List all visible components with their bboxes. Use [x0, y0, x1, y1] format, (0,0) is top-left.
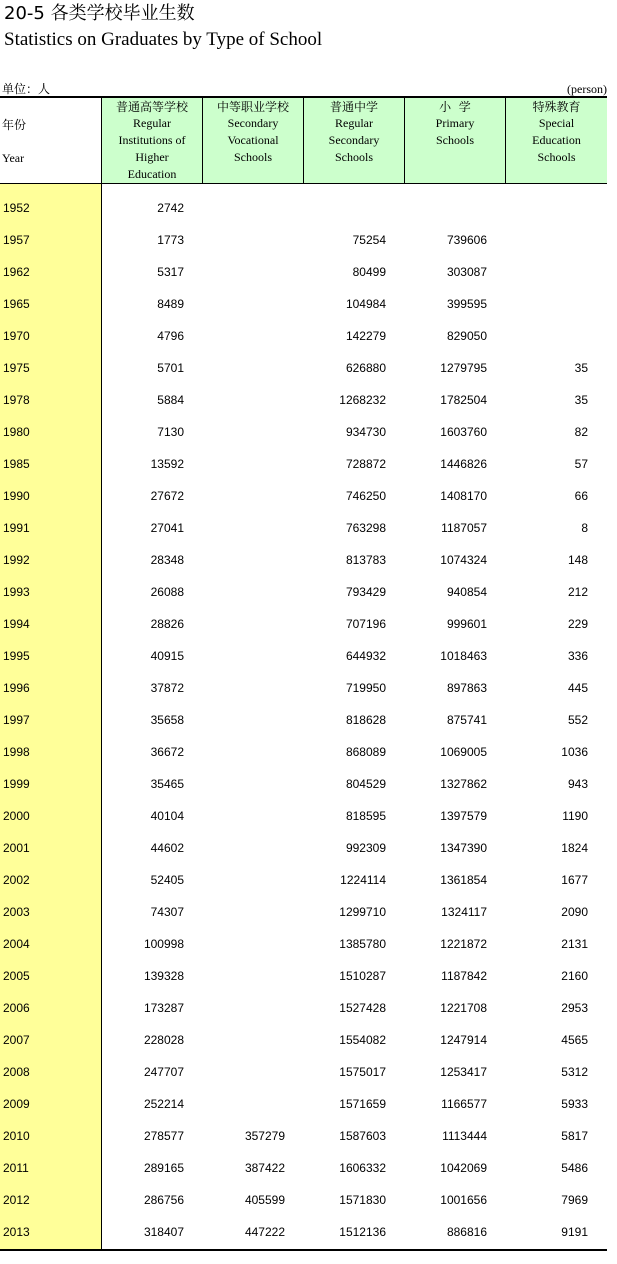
year-cell: 1965	[3, 297, 30, 311]
table-row	[0, 378, 607, 410]
regular-secondary-cell: 104984	[345, 297, 386, 311]
higher-education-cell: 173287	[143, 1001, 184, 1015]
year-cell: 1998	[3, 745, 30, 759]
higher-education-cell: 26088	[150, 585, 184, 599]
table-row	[0, 858, 607, 890]
year-header-english: Year	[2, 151, 25, 165]
regular-secondary-cell: 1510287	[339, 969, 386, 983]
table-row	[0, 1082, 607, 1114]
table-title-english: Statistics on Graduates by Type of School	[4, 29, 323, 50]
primary-cell: 875741	[446, 713, 487, 727]
column-header-chinese: 普通中学	[329, 100, 378, 114]
higher-education-cell: 5701	[157, 361, 184, 375]
higher-education-cell: 8489	[157, 297, 184, 311]
table-row	[0, 890, 607, 922]
regular-secondary-cell: 992309	[345, 841, 386, 855]
year-cell: 2007	[3, 1033, 30, 1047]
special-education-cell: 82	[574, 425, 588, 439]
table-row	[0, 218, 607, 250]
table-row	[0, 250, 607, 282]
primary-cell: 1782504	[440, 393, 487, 407]
regular-secondary-cell: 1268232	[339, 393, 386, 407]
table-row	[0, 1210, 607, 1242]
higher-education-cell: 278577	[143, 1129, 184, 1143]
regular-secondary-cell: 1385780	[339, 937, 386, 951]
regular-secondary-cell: 804529	[345, 777, 386, 791]
primary-cell: 1018463	[440, 649, 487, 663]
year-cell: 2004	[3, 937, 30, 951]
column-header-regular-secondary	[304, 99, 404, 183]
special-education-cell: 2953	[561, 1001, 588, 1015]
column-header-chinese: 中等职业学校	[216, 100, 289, 114]
table-row	[0, 730, 607, 762]
header-bottom-rule	[0, 183, 607, 184]
primary-cell: 1187057	[441, 521, 487, 535]
table-row	[0, 762, 607, 794]
year-cell: 1999	[3, 777, 30, 791]
special-education-cell: 1190	[562, 809, 588, 823]
year-cell: 1994	[3, 617, 30, 631]
column-header-english-line: Education	[532, 133, 581, 147]
year-cell: 2000	[3, 809, 30, 823]
column-header-english-line: Regular	[133, 116, 171, 130]
regular-secondary-cell: 1527428	[339, 1001, 386, 1015]
regular-secondary-cell: 813783	[345, 553, 386, 567]
primary-cell: 1001656	[440, 1193, 487, 1207]
table-row	[0, 1050, 607, 1082]
special-education-cell: 1036	[561, 745, 588, 759]
special-education-cell: 552	[567, 713, 588, 727]
table-row	[0, 314, 607, 346]
primary-cell: 1187842	[441, 969, 487, 983]
regular-secondary-cell: 1299710	[339, 905, 386, 919]
regular-secondary-cell: 1606332	[339, 1161, 386, 1175]
special-education-cell: 4565	[561, 1033, 588, 1047]
year-cell: 2006	[3, 1001, 30, 1015]
primary-cell: 1221708	[440, 1001, 487, 1015]
primary-cell: 1042069	[440, 1161, 487, 1175]
year-cell: 2013	[3, 1225, 30, 1239]
higher-education-cell: 100998	[143, 937, 184, 951]
year-cell: 1995	[3, 649, 30, 663]
regular-secondary-cell: 728872	[345, 457, 386, 471]
higher-education-cell: 28826	[150, 617, 184, 631]
year-cell: 1980	[3, 425, 30, 439]
special-education-cell: 212	[567, 585, 588, 599]
vocational-cell: 357279	[244, 1129, 285, 1143]
special-education-cell: 2160	[561, 969, 588, 983]
special-education-cell: 336	[567, 649, 588, 663]
primary-cell: 1074324	[440, 553, 487, 567]
primary-cell: 1113444	[442, 1129, 487, 1143]
table-row	[0, 442, 607, 474]
regular-secondary-cell: 1571830	[339, 1193, 386, 1207]
special-education-cell: 2090	[561, 905, 588, 919]
higher-education-cell: 5884	[157, 393, 184, 407]
column-header-english-line: Institutions of	[118, 133, 186, 147]
higher-education-cell: 36672	[150, 745, 184, 759]
table-row	[0, 474, 607, 506]
higher-education-cell: 139328	[143, 969, 184, 983]
bottom-rule	[0, 1249, 607, 1251]
regular-secondary-cell: 1575017	[339, 1065, 386, 1079]
column-header-chinese: 普通高等学校	[115, 100, 188, 114]
year-cell: 2005	[3, 969, 30, 983]
regular-secondary-cell: 1512136	[339, 1225, 386, 1239]
unit-label-english: (person)	[567, 82, 607, 96]
unit-label-chinese: 单位：人	[2, 82, 51, 96]
table-row	[0, 986, 607, 1018]
primary-cell: 1327862	[440, 777, 487, 791]
higher-education-cell: 7130	[157, 425, 184, 439]
higher-education-cell: 2742	[157, 201, 184, 215]
primary-cell: 739606	[446, 233, 487, 247]
primary-cell: 303087	[446, 265, 487, 279]
primary-cell: 940854	[446, 585, 487, 599]
special-education-cell: 229	[567, 617, 588, 631]
special-education-cell: 7969	[561, 1193, 588, 1207]
primary-cell: 1603760	[440, 425, 487, 439]
higher-education-cell: 44602	[150, 841, 184, 855]
year-cell: 1962	[3, 265, 30, 279]
higher-education-cell: 40104	[150, 809, 184, 823]
year-cell: 2009	[3, 1097, 30, 1111]
table-row	[0, 698, 607, 730]
year-cell: 1993	[3, 585, 30, 599]
table-row	[0, 1178, 607, 1210]
column-header-english-line: Secondary	[328, 133, 380, 147]
regular-secondary-cell: 1571659	[339, 1097, 386, 1111]
special-education-cell: 66	[574, 489, 588, 503]
year-cell: 2001	[3, 841, 30, 855]
column-header-english-line: Schools	[435, 133, 474, 147]
primary-cell: 1069005	[440, 745, 487, 759]
higher-education-cell: 228028	[143, 1033, 184, 1047]
special-education-cell: 5933	[561, 1097, 588, 1111]
regular-secondary-cell: 80499	[352, 265, 386, 279]
table-row	[0, 570, 607, 602]
year-cell: 1997	[3, 713, 30, 727]
regular-secondary-cell: 707196	[345, 617, 386, 631]
primary-cell: 1279795	[440, 361, 487, 375]
column-header-english-line: Education	[127, 167, 177, 181]
higher-education-cell: 37872	[150, 681, 184, 695]
higher-education-cell: 27672	[150, 489, 184, 503]
year-cell: 1970	[3, 329, 30, 343]
table-row	[0, 346, 607, 378]
column-header-english-line: Regular	[335, 116, 373, 130]
primary-cell: 886816	[446, 1225, 487, 1239]
column-header-english-line: Higher	[135, 150, 169, 164]
special-education-cell: 57	[574, 457, 588, 471]
column-header-higher-education	[102, 99, 202, 183]
column-header-english-line: Secondary	[227, 116, 279, 130]
higher-education-cell: 289165	[143, 1161, 184, 1175]
primary-cell: 999601	[446, 617, 487, 631]
column-header-english-line: Schools	[334, 150, 373, 164]
column-header-special-education	[506, 99, 607, 183]
table-row	[0, 666, 607, 698]
year-cell: 1952	[3, 201, 30, 215]
higher-education-cell: 27041	[150, 521, 184, 535]
primary-cell: 1247914	[440, 1033, 487, 1047]
primary-cell: 1408170	[440, 489, 487, 503]
primary-cell: 1221872	[440, 937, 487, 951]
special-education-cell: 445	[567, 681, 588, 695]
table-row	[0, 602, 607, 634]
table-row	[0, 186, 607, 218]
regular-secondary-cell: 142279	[345, 329, 386, 343]
regular-secondary-cell: 868089	[345, 745, 386, 759]
primary-cell: 1347390	[440, 841, 487, 855]
year-cell: 1985	[3, 457, 30, 471]
higher-education-cell: 28348	[150, 553, 184, 567]
column-header-chinese: 小 学	[439, 100, 471, 114]
year-header-chinese: 年份	[2, 118, 27, 132]
special-education-cell: 5312	[561, 1065, 588, 1079]
column-header-english-line: Primary	[435, 116, 475, 130]
column-header-english-line: Schools	[233, 150, 272, 164]
primary-cell: 829050	[446, 329, 487, 343]
higher-education-cell: 5317	[157, 265, 184, 279]
higher-education-cell: 35465	[150, 777, 184, 791]
column-header-english-line: Special	[538, 116, 575, 130]
higher-education-cell: 40915	[150, 649, 184, 663]
year-cell: 1990	[3, 489, 30, 503]
column-header-english-line: Vocational	[227, 133, 279, 147]
year-cell: 2012	[3, 1193, 30, 1207]
regular-secondary-cell: 818595	[345, 809, 386, 823]
year-cell: 1975	[3, 361, 30, 375]
table-row	[0, 538, 607, 570]
year-cell: 1996	[3, 681, 30, 695]
regular-secondary-cell: 75254	[352, 233, 386, 247]
table-row	[0, 282, 607, 314]
year-cell: 2008	[3, 1065, 30, 1079]
higher-education-cell: 252214	[143, 1097, 184, 1111]
regular-secondary-cell: 1587603	[339, 1129, 386, 1143]
vocational-cell: 447222	[244, 1225, 285, 1239]
special-education-cell: 9191	[561, 1225, 588, 1239]
year-cell: 1992	[3, 553, 30, 567]
table-row	[0, 1018, 607, 1050]
year-cell: 1978	[3, 393, 30, 407]
regular-secondary-cell: 746250	[345, 489, 386, 503]
special-education-cell: 2131	[561, 937, 588, 951]
column-header-vocational	[203, 99, 303, 183]
higher-education-cell: 35658	[150, 713, 184, 727]
primary-cell: 1446826	[440, 457, 487, 471]
year-cell: 2010	[3, 1129, 30, 1143]
higher-education-cell: 4796	[157, 329, 184, 343]
regular-secondary-cell: 626880	[345, 361, 386, 375]
column-header-chinese: 特殊教育	[532, 100, 581, 114]
higher-education-cell: 1773	[157, 233, 184, 247]
regular-secondary-cell: 763298	[345, 521, 386, 535]
table-row	[0, 794, 607, 826]
higher-education-cell: 13592	[150, 457, 184, 471]
special-education-cell: 5486	[561, 1161, 588, 1175]
regular-secondary-cell: 1224114	[340, 873, 386, 887]
primary-cell: 1397579	[440, 809, 487, 823]
primary-cell: 1324117	[441, 905, 487, 919]
vocational-cell: 387422	[244, 1161, 285, 1175]
table-title-chinese: 20-5 各类学校毕业生数	[4, 3, 195, 24]
special-education-cell: 1824	[561, 841, 588, 855]
special-education-cell: 943	[567, 777, 588, 791]
higher-education-cell: 286756	[143, 1193, 184, 1207]
regular-secondary-cell: 719950	[345, 681, 386, 695]
regular-secondary-cell: 1554082	[339, 1033, 386, 1047]
table-row	[0, 410, 607, 442]
primary-cell: 897863	[446, 681, 487, 695]
table-row	[0, 954, 607, 986]
higher-education-cell: 318407	[143, 1225, 184, 1239]
special-education-cell: 5817	[561, 1129, 588, 1143]
primary-cell: 1166577	[441, 1097, 487, 1111]
table-row	[0, 826, 607, 858]
higher-education-cell: 74307	[150, 905, 184, 919]
table-row	[0, 1146, 607, 1178]
table-row	[0, 922, 607, 954]
special-education-cell: 1677	[561, 873, 588, 887]
year-cell: 2003	[3, 905, 30, 919]
year-cell: 2002	[3, 873, 30, 887]
year-cell: 2011	[3, 1161, 29, 1175]
primary-cell: 1253417	[440, 1065, 487, 1079]
special-education-cell: 35	[574, 393, 588, 407]
primary-cell: 399595	[446, 297, 487, 311]
regular-secondary-cell: 644932	[345, 649, 386, 663]
table-row	[0, 634, 607, 666]
table-row	[0, 506, 607, 538]
regular-secondary-cell: 793429	[345, 585, 386, 599]
higher-education-cell: 52405	[150, 873, 184, 887]
higher-education-cell: 247707	[143, 1065, 184, 1079]
special-education-cell: 35	[574, 361, 588, 375]
year-cell: 1957	[3, 233, 30, 247]
vocational-cell: 405599	[244, 1193, 285, 1207]
year-cell: 1991	[3, 521, 30, 535]
table-row	[0, 1114, 607, 1146]
regular-secondary-cell: 818628	[345, 713, 386, 727]
special-education-cell: 8	[581, 521, 588, 535]
primary-cell: 1361854	[440, 873, 487, 887]
regular-secondary-cell: 934730	[345, 425, 386, 439]
special-education-cell: 148	[567, 553, 588, 567]
column-header-english-line: Schools	[537, 150, 576, 164]
column-header-primary	[405, 99, 505, 183]
